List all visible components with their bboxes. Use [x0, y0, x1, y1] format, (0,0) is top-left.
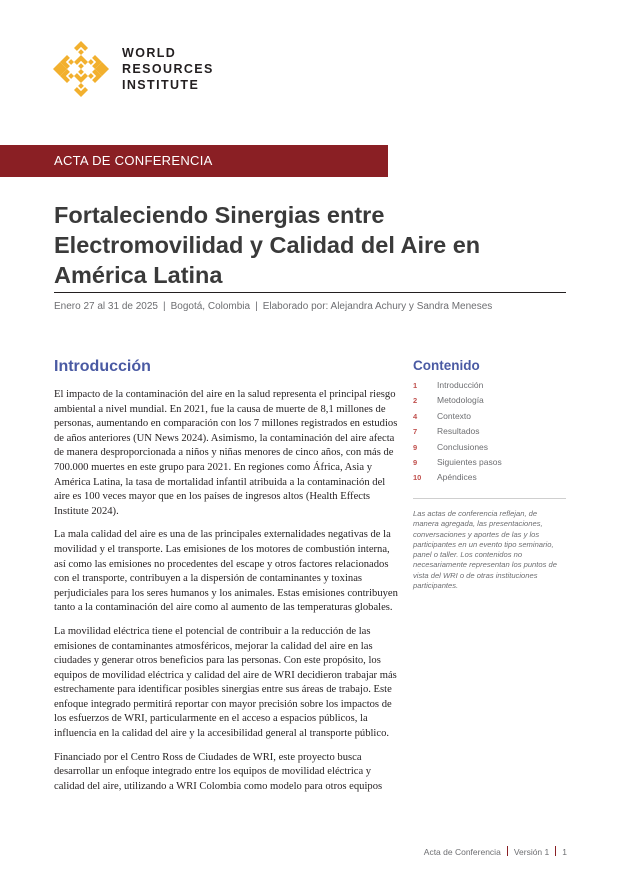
toc-page-number: 2 [413, 396, 418, 406]
intro-body [54, 388, 400, 803]
footer-separator [507, 846, 508, 856]
document-meta [54, 301, 492, 312]
toc-item[interactable] [413, 456, 573, 471]
title-divider [54, 292, 566, 293]
body-paragraph: Financiado por el Centro Ross de Ciudades de WRI, este proyecto busca desarrollar un enfoque integrado entre los equipos de movilidad eléctrica y calidad del aire, utilizando a WRI Colombia como modelo para otros equipos [54, 751, 383, 792]
meta-separator: | [162, 301, 166, 312]
document-type-banner [0, 145, 388, 177]
body-paragraph: La mala calidad del aire es una de las principales externalidades negativas de la movilidad y el transporte. Las emisiones de los motores de combustión interna, así como las emisiones no procedentes del escape y otros factores relacionados con el transporte, contribuyen a la dispersión de contaminantes y toxinas perjudiciales para los seres humanos y los animales. Estas emisiones contribuyen tanto a la contaminación del aire como al aumento de las temperaturas globales. [54, 529, 398, 614]
meta-separator: | [255, 301, 258, 312]
toc-page-number: 10 [413, 473, 422, 483]
toc-page-number: 4 [413, 411, 418, 421]
toc-item[interactable] [413, 379, 573, 394]
document-title: Fortaleciendo Sinergias entre Electromovilidad y Calidad del Aire en América Latina [54, 202, 481, 288]
toc-page-number: 9 [413, 457, 418, 467]
wri-knot-logo-icon [52, 40, 110, 98]
toc-item[interactable] [413, 441, 573, 456]
logo-line: WORLD [122, 46, 177, 60]
toc-page-number: 7 [413, 427, 418, 437]
toc-item[interactable] [413, 394, 573, 409]
disclaimer-note: Las actas de conferencia reflejan, de manera agregada, las presentaciones, conversaciones y aportes de las y los participantes en un evento tipo seminario, panel o taller. Los contenidos no necesariamente representan los puntos de vista del WRI o de otras instituciones participantes. [413, 509, 557, 591]
logo-line: RESOURCES [122, 62, 214, 76]
toc-label: Siguientes pasos [437, 456, 502, 467]
toc-label: Resultados [437, 426, 480, 437]
toc-label: Metodología [437, 395, 484, 406]
meta-location: Bogotá, Colombia [170, 301, 251, 312]
toc-label: Contexto [437, 410, 472, 421]
toc-label: Introducción [437, 380, 484, 390]
footer-version: Versión 1 [513, 847, 550, 857]
toc-item[interactable] [413, 410, 573, 425]
toc-item[interactable] [413, 471, 573, 486]
footer-doc-type: Acta de Conferencia [423, 847, 501, 857]
logo-wordmark [122, 45, 214, 93]
meta-date: Enero 27 al 31 de 2025 [54, 301, 158, 312]
logo-line: INSTITUTE [122, 78, 200, 92]
body-paragraph: El impacto de la contaminación del aire en la salud representa el principal riesgo ambiental a nivel mundial. En 2021, fue la causa de muerte de 8,1 millones de personas, aumentando en comparación con los 7 millones registrados en estudios de años anteriores (UN News 2024). Asimismo, la contaminación del aire afecta de manera desproporcionada a niños y niñas menores de cinco años, con más de 700.000 muertes en este grupo para 2021. En regiones como África, Asia y América Latina, la tasa de mortalidad infantil atribuida a la contaminación del aire es 100 veces mayor que en los países de ingresos altos (Health Effects Institute 2024). [54, 389, 398, 517]
page-footer [424, 846, 567, 857]
section-heading-introduccion: Introducción [54, 358, 151, 375]
toc-label: Conclusiones [437, 441, 489, 452]
toc-heading: Contenido [413, 358, 480, 373]
banner-label: ACTA DE CONFERENCIA [54, 153, 213, 168]
toc-item[interactable] [413, 425, 573, 440]
wri-logo [52, 40, 212, 100]
body-paragraph: La movilidad eléctrica tiene el potencial de contribuir a la reducción de las emisiones de contaminantes atmosféricos, mejorar la calidad del aire en las ciudades y generar otros beneficios para las personas. Con este propósito, los equipos de movilidad eléctrica y calidad del aire de WRI decidieron trabajar más estrechamente para identificar posibles sinergias entre sus áreas de trabajo. Este enfoque integrado permitirá reportar con mayor precisión sobre los impactos de los esfuerzos de WRI, particularmente en el acceso a espacios públicos, la influencia en la calidad del aire y la accesibilidad general al transporte público. [54, 625, 397, 740]
toc-page-number: 1 [413, 381, 418, 390]
footer-page-number: 1 [562, 847, 567, 857]
toc-page-number: 9 [413, 442, 418, 452]
footer-separator [555, 846, 556, 856]
meta-authors: Elaborado por: Alejandra Achury y Sandra Meneses [262, 301, 493, 312]
toc-label: Apéndices [437, 472, 477, 483]
table-of-contents [413, 379, 573, 487]
sidebar-divider [413, 498, 566, 499]
